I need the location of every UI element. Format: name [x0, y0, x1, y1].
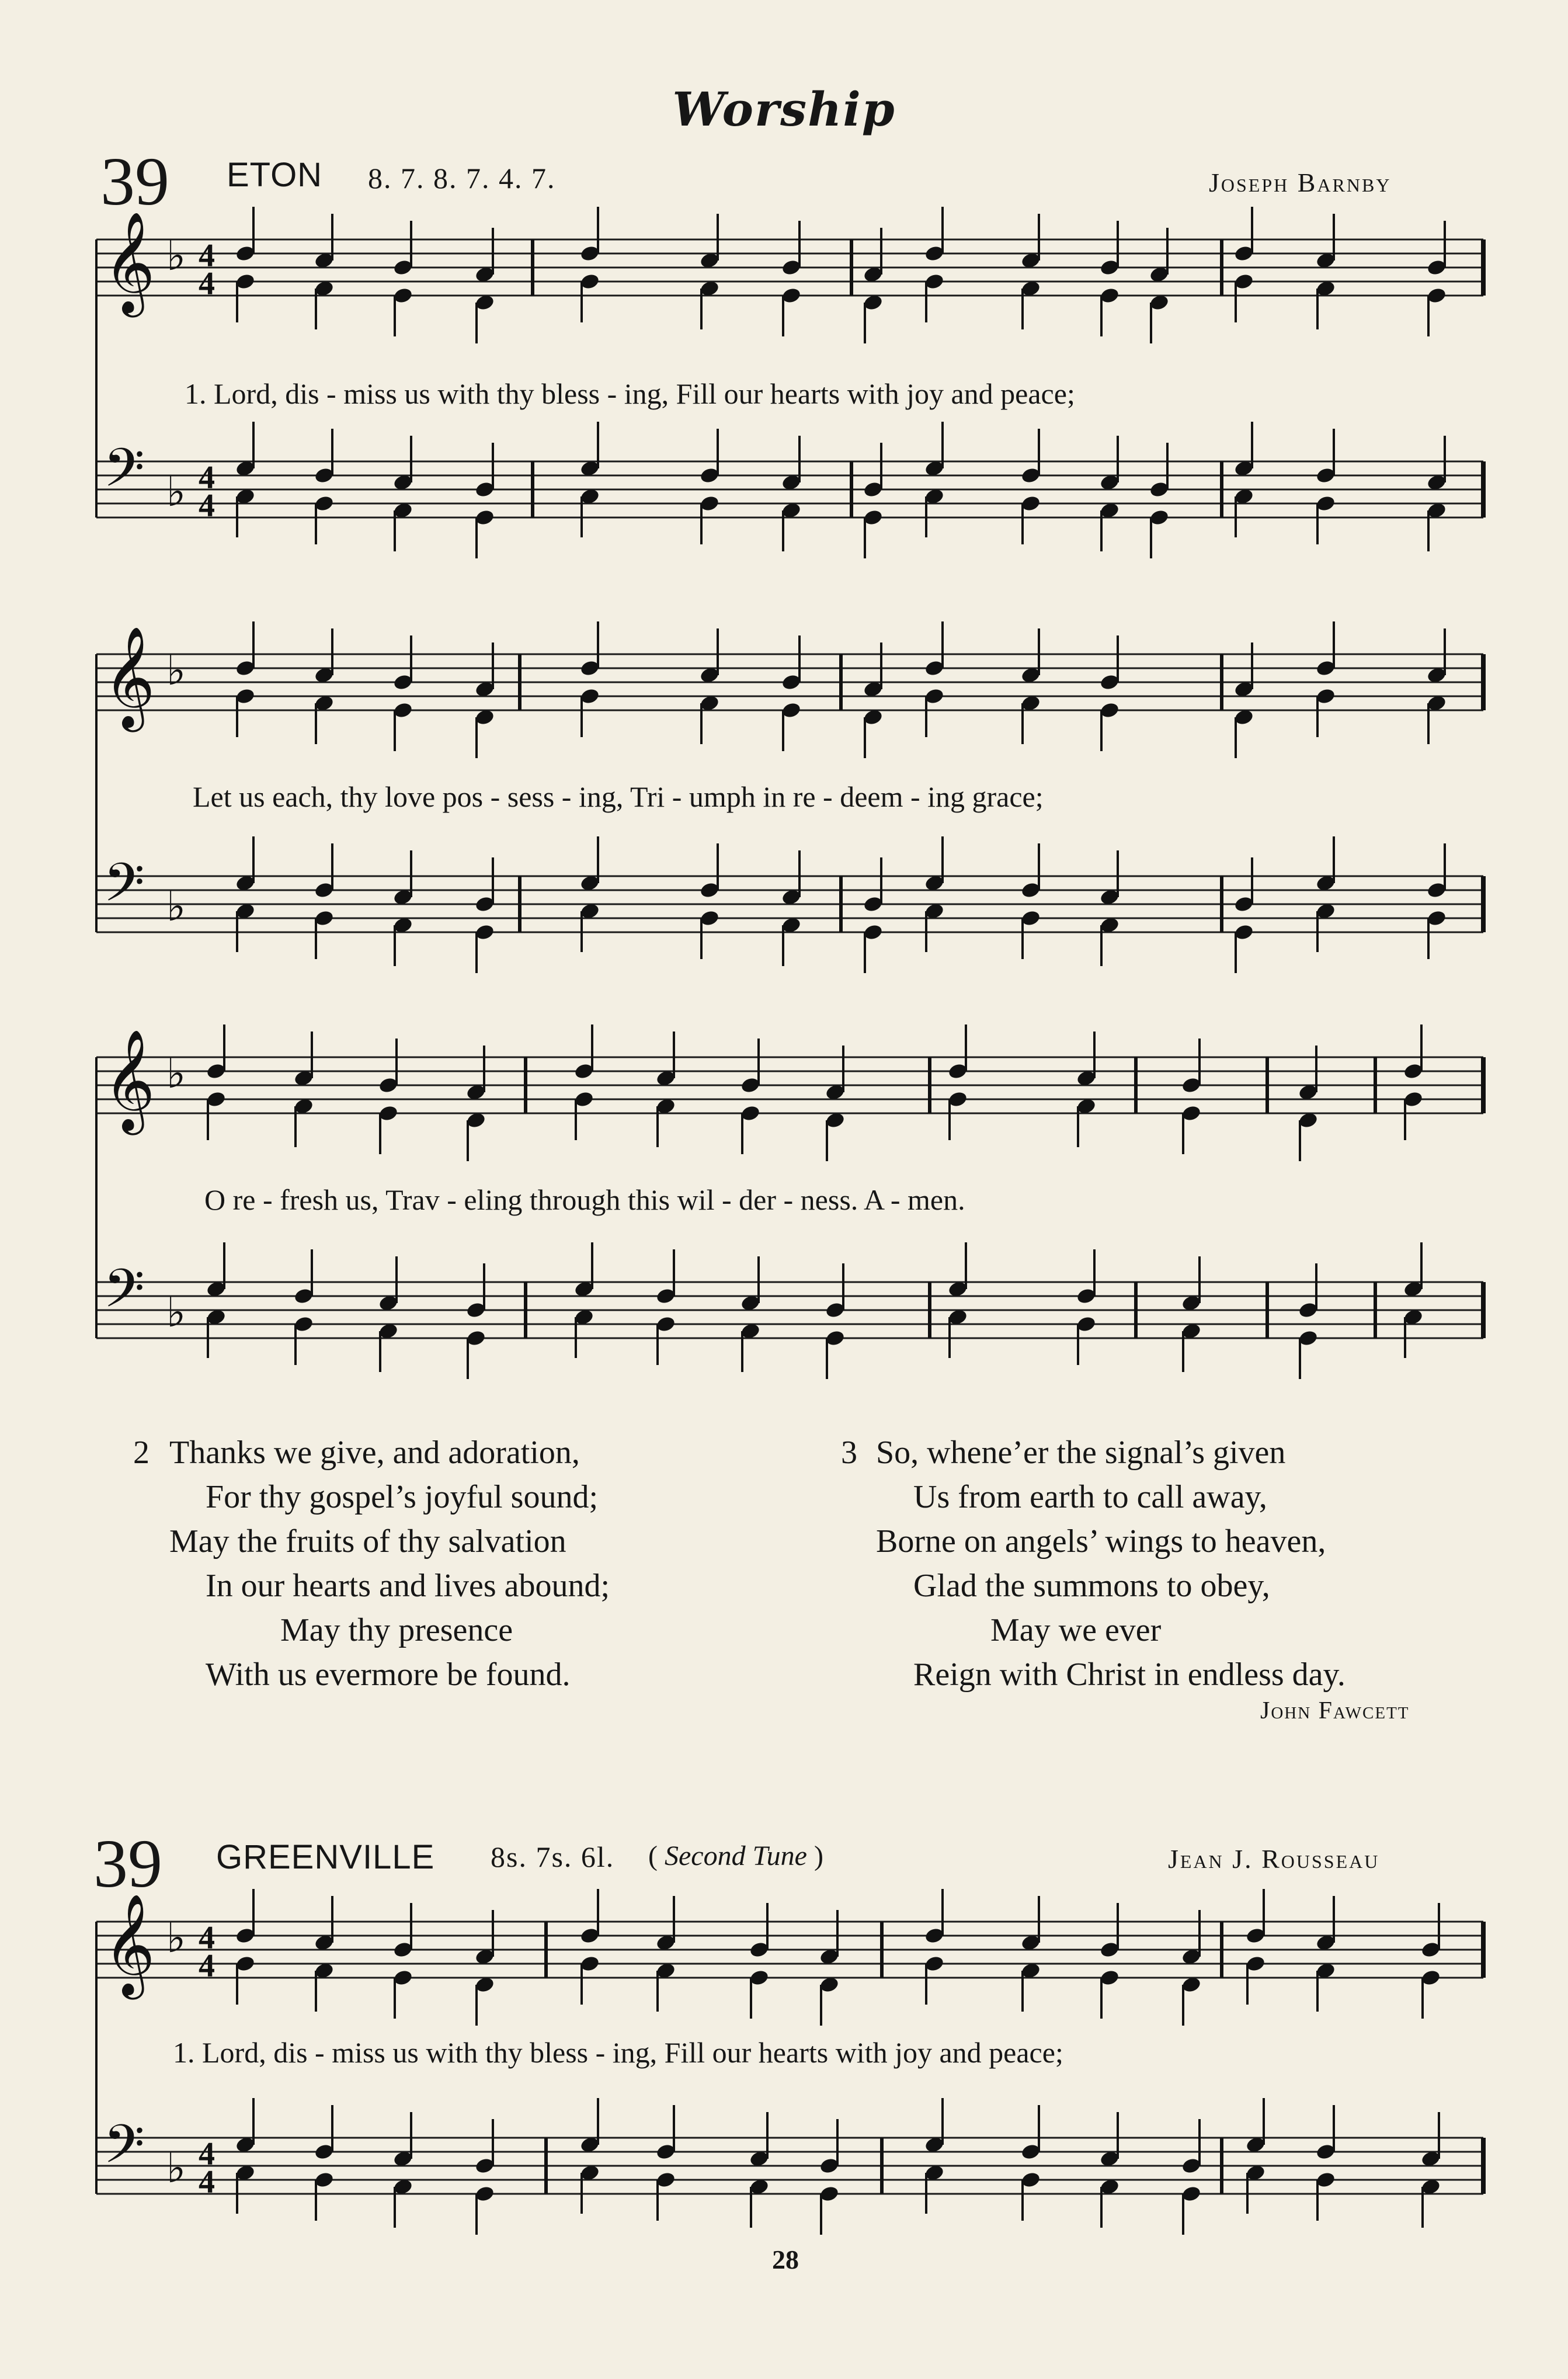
- bass-clef: 𝄢: [103, 1258, 145, 1332]
- verse-line: For thy gospel’s joyful sound;: [206, 1479, 599, 1515]
- flat-key-signature: ♭: [166, 883, 186, 930]
- verse-2: [169, 1434, 610, 1700]
- verse-2-number: 2: [133, 1435, 150, 1471]
- tune-name: ETON: [227, 156, 323, 194]
- verse-3-number: 3: [841, 1435, 857, 1471]
- verse-line: So, whene’er the signal’s given: [876, 1435, 1286, 1471]
- treble-clef: 𝄞: [103, 1029, 155, 1131]
- time-signature: 4: [199, 488, 215, 524]
- verse-line: In our hearts and lives abound;: [206, 1568, 610, 1604]
- flat-key-signature: ♭: [166, 468, 186, 516]
- time-signature: 4: [199, 266, 215, 302]
- treble-clef: 𝄞: [103, 1894, 155, 1995]
- verse-line: May the fruits of thy salvation: [169, 1523, 566, 1560]
- flat-key-signature: ♭: [166, 647, 186, 694]
- flat-key-signature: ♭: [166, 1050, 186, 1098]
- time-signature: 4: [199, 2136, 215, 2172]
- flat-key-signature: ♭: [166, 232, 186, 280]
- lyric-line-1: 1. Lord, dis - miss us with thy bless - ing, Fill our hearts with joy and peace;: [173, 2036, 1063, 2069]
- treble-clef: 𝄞: [103, 211, 155, 313]
- flat-key-signature: ♭: [166, 2144, 186, 2192]
- meter: 8s. 7s. 6l.: [491, 1840, 615, 1873]
- author: John Fawcett: [1260, 1697, 1410, 1724]
- bass-clef: 𝄢: [103, 2113, 145, 2188]
- composer: Jean J. Rousseau: [1168, 1844, 1380, 1874]
- time-signature: 4: [199, 460, 215, 496]
- hymn-number: 39: [100, 143, 169, 220]
- verse-line: Us from earth to call away,: [913, 1479, 1267, 1515]
- bass-clef: 𝄢: [103, 437, 145, 512]
- verse-line: With us evermore be found.: [206, 1656, 571, 1693]
- verse-line: Glad the summons to obey,: [913, 1568, 1270, 1604]
- hymn-number: 39: [93, 1825, 162, 1902]
- bass-clef: 𝄢: [103, 852, 145, 926]
- lyric-line-1: 1. Lord, dis - miss us with thy bless - ing, Fill our hearts with joy and peace;: [185, 377, 1075, 410]
- tune-note: ( Second Tune ): [648, 1840, 823, 1871]
- flat-key-signature: ♭: [166, 1914, 186, 1962]
- time-signature: 4: [199, 2164, 215, 2200]
- lyric-line-2: Let us each, thy love pos - sess - ing, Tri - umph in re - deem - ing grace;: [193, 780, 1044, 813]
- verse-3: [876, 1434, 1346, 1700]
- composer: Joseph Barnby: [1209, 168, 1392, 197]
- verse-line: May we ever: [990, 1612, 1162, 1648]
- page-number: 28: [772, 2245, 799, 2274]
- verse-line: Reign with Christ in endless day.: [913, 1656, 1346, 1693]
- verse-line: Borne on angels’ wings to heaven,: [876, 1523, 1326, 1560]
- lyric-line-3: O re - fresh us, Trav - eling through this wil - der - ness. A - men.: [204, 1183, 965, 1216]
- flat-key-signature: ♭: [166, 1289, 186, 1336]
- verse-line: Thanks we give, and adoration,: [169, 1435, 580, 1471]
- section-heading: Worship: [672, 82, 896, 137]
- verse-line: May thy presence: [280, 1612, 513, 1648]
- tune-note-text: Second Tune: [664, 1840, 807, 1871]
- time-signature: 4: [199, 1920, 215, 1956]
- treble-clef: 𝄞: [103, 626, 155, 728]
- tune-name: GREENVILLE: [216, 1838, 435, 1876]
- meter: 8. 7. 8. 7. 4. 7.: [368, 162, 556, 195]
- time-signature: 4: [199, 238, 215, 274]
- time-signature: 4: [199, 1948, 215, 1984]
